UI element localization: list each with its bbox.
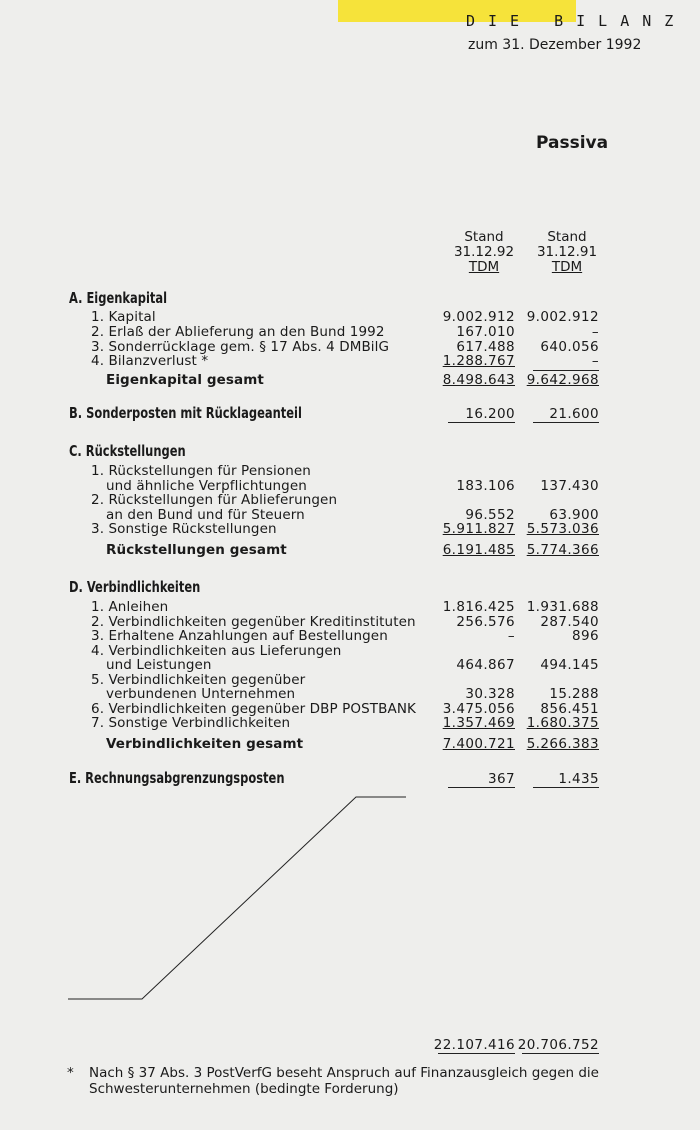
- line-item-continued: verbundenen Unternehmen: [106, 686, 296, 702]
- column-header-unit: TDM: [468, 259, 500, 275]
- section-heading-b: B. Sonderposten mit Rücklageanteil: [69, 404, 302, 422]
- subtotal-1991: 5.266.383: [526, 736, 599, 752]
- line-item: 7. Sonstige Verbindlichkeiten: [91, 715, 291, 731]
- footnote-text: Nach § 37 Abs. 3 PostVerfG beseht Anspruch auf Finanzausgleich gegen die Schwesterunternehmen (bedingte Forderung): [89, 1065, 599, 1097]
- value-1991: 1.680.375: [526, 715, 599, 731]
- value-1992: 256.576: [456, 614, 515, 630]
- value-1992: 30.328: [465, 686, 515, 702]
- column-header-date: 31.12.92: [453, 244, 515, 260]
- section-heading-e: E. Rechnungsabgrenzungsposten: [69, 769, 285, 787]
- line-item: 3. Sonderrücklage gem. § 17 Abs. 4 DMBilG: [91, 339, 390, 355]
- value-1991: 1.435: [558, 771, 599, 787]
- line-item: 2. Verbindlichkeiten gegenüber Kreditinstituten: [91, 614, 416, 630]
- value-1991: 896: [572, 628, 599, 644]
- double-underline: [522, 1053, 599, 1054]
- document-date: zum 31. Dezember 1992: [468, 37, 642, 53]
- line-item: 4. Bilanzverlust *: [91, 353, 209, 369]
- column-header-date: 31.12.91: [536, 244, 598, 260]
- value-1992: 167.010: [456, 324, 515, 340]
- line-item: 4. Verbindlichkeiten aus Lieferungen: [91, 643, 342, 659]
- line-item-continued: an den Bund und für Steuern: [106, 507, 305, 523]
- grand-total-1991: 20.706.752: [517, 1037, 599, 1053]
- value-1992: 1.288.767: [442, 353, 515, 369]
- balance-side-title: Passiva: [536, 133, 609, 153]
- value-1991: 856.451: [540, 701, 599, 717]
- subtotal-label: Rückstellungen gesamt: [106, 542, 287, 558]
- footnote-marker: *: [67, 1065, 74, 1081]
- subtotal-label: Eigenkapital gesamt: [106, 372, 264, 388]
- section-heading-c: C. Rückstellungen: [69, 442, 186, 460]
- column-header-label: Stand: [464, 229, 504, 245]
- value-1992: 464.867: [456, 657, 515, 673]
- subtotal-1992: 8.498.643: [442, 372, 515, 388]
- value-1991: –: [591, 353, 599, 369]
- subtotal-1992: 7.400.721: [442, 736, 515, 752]
- value-1992: 3.475.056: [442, 701, 515, 717]
- section-heading-d: D. Verbindlichkeiten: [69, 578, 201, 596]
- value-1991: 287.540: [540, 614, 599, 630]
- grand-total-1992: 22.107.416: [433, 1037, 515, 1053]
- line-item: 5. Verbindlichkeiten gegenüber: [91, 672, 306, 688]
- value-1991: 137.430: [540, 478, 599, 494]
- column-header-unit: TDM: [551, 259, 583, 275]
- value-1992: 1.816.425: [442, 599, 515, 615]
- value-1991: 640.056: [540, 339, 599, 355]
- value-1992: 9.002.912: [442, 309, 515, 325]
- value-1992: 183.106: [456, 478, 515, 494]
- footnote: [67, 1065, 607, 1097]
- double-underline: [438, 1053, 515, 1054]
- line-item: 6. Verbindlichkeiten gegenüber DBP POSTBANK: [91, 701, 416, 717]
- line-item-continued: und ähnliche Verpflichtungen: [106, 478, 307, 494]
- value-1991: 63.900: [549, 507, 599, 523]
- subtotal-label: Verbindlichkeiten gesamt: [106, 736, 304, 752]
- value-1991: 9.002.912: [526, 309, 599, 325]
- line-item: 1. Rückstellungen für Pensionen: [91, 463, 311, 479]
- line-item-continued: und Leistungen: [106, 657, 212, 673]
- value-1991: 494.145: [540, 657, 599, 673]
- value-1992: 96.552: [465, 507, 515, 523]
- line-item: 1. Anleihen: [91, 599, 169, 615]
- value-1992: 367: [488, 771, 515, 787]
- value-1991: 15.288: [549, 686, 599, 702]
- line-item: 3. Sonstige Rückstellungen: [91, 521, 277, 537]
- subtotal-1991: 5.774.366: [526, 542, 599, 558]
- value-1992: 1.357.469: [442, 715, 515, 731]
- document-title: DIE BILANZ: [466, 12, 687, 30]
- value-1991: –: [591, 324, 599, 340]
- subtotal-1992: 6.191.485: [442, 542, 515, 558]
- value-1991: 21.600: [549, 406, 599, 422]
- value-1991: 5.573.036: [526, 521, 599, 537]
- section-heading-a: A. Eigenkapital: [69, 289, 168, 307]
- column-header-label: Stand: [547, 229, 587, 245]
- line-item: 1. Kapital: [91, 309, 156, 325]
- line-item: 2. Erlaß der Ablieferung an den Bund 1992: [91, 324, 385, 340]
- line-item: 3. Erhaltene Anzahlungen auf Bestellungen: [91, 628, 388, 644]
- value-1992: 617.488: [456, 339, 515, 355]
- value-1992: –: [507, 628, 515, 644]
- value-1992: 16.200: [465, 406, 515, 422]
- value-1991: 1.931.688: [526, 599, 599, 615]
- line-item: 2. Rückstellungen für Ablieferungen: [91, 492, 338, 508]
- value-1992: 5.911.827: [442, 521, 515, 537]
- subtotal-1991: 9.642.968: [526, 372, 599, 388]
